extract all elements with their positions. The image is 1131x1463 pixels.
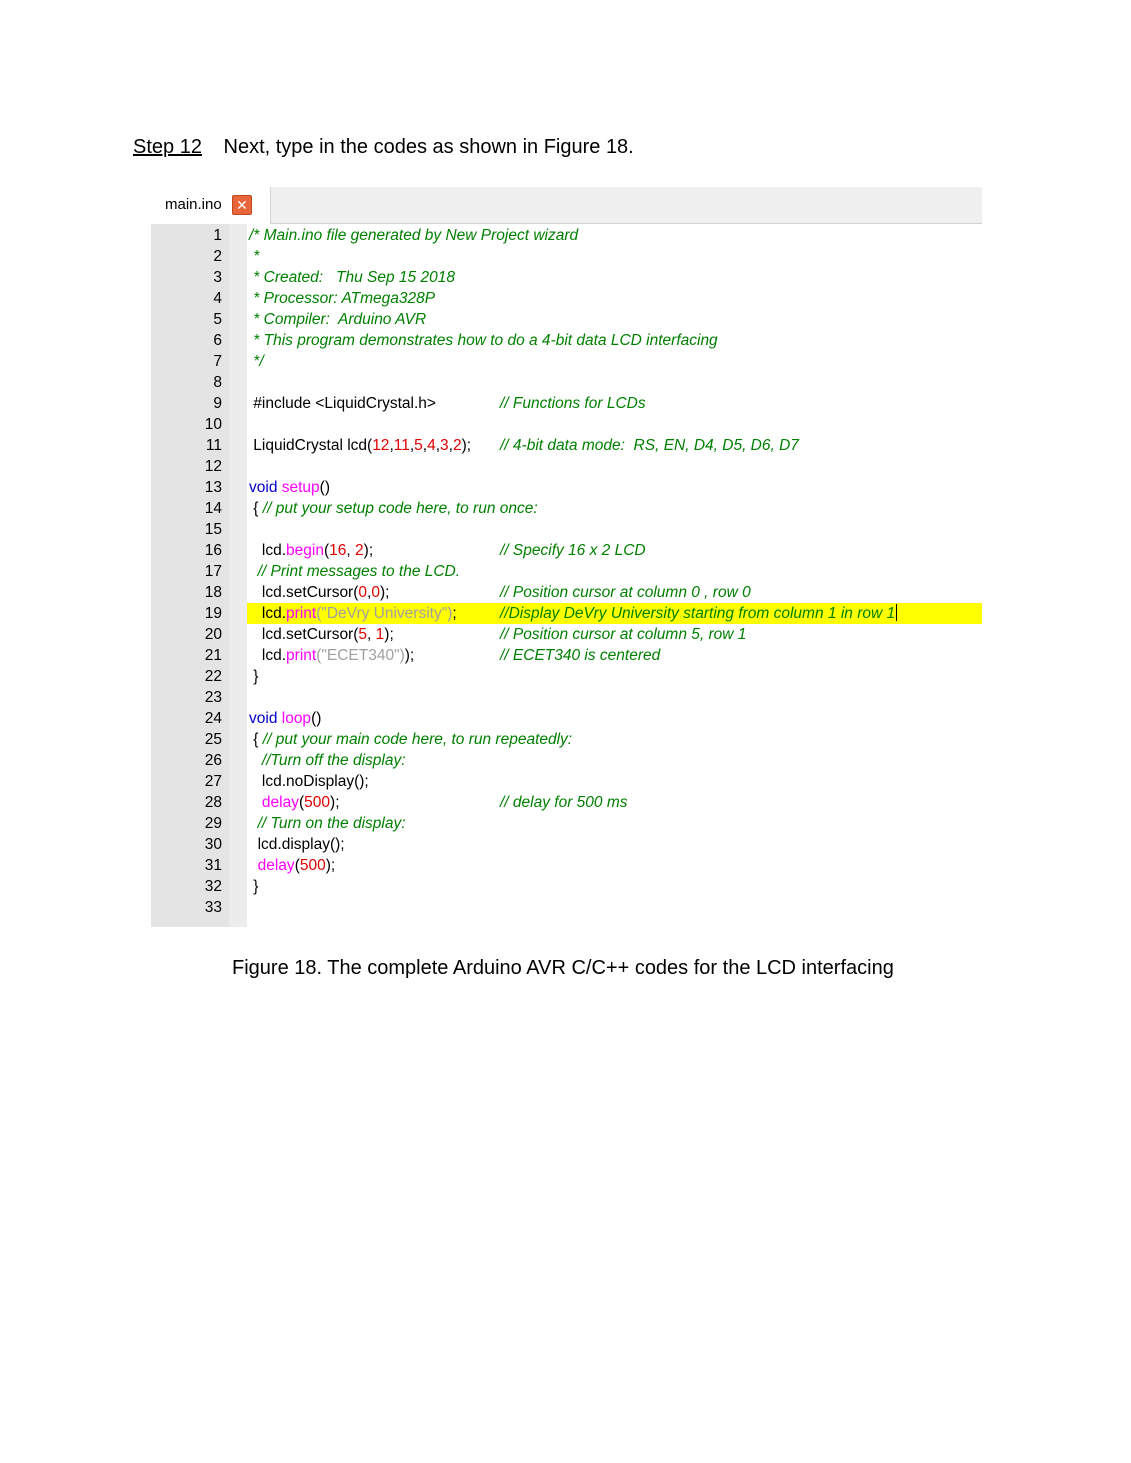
code-token: ); — [404, 647, 415, 664]
code-line[interactable] — [151, 540, 982, 561]
code-line[interactable] — [151, 792, 982, 813]
line-number: 3 — [213, 269, 222, 286]
line-number: 2 — [213, 248, 222, 265]
code-line[interactable] — [151, 435, 982, 456]
text-caret — [896, 604, 897, 621]
trailing-comment: // Position cursor at column 5, row 1 — [500, 626, 747, 643]
code-token: ( — [353, 584, 359, 601]
code-token: lcd.setCursor — [249, 584, 354, 601]
trailing-comment: // ECET340 is centered — [500, 647, 661, 664]
line-number: 32 — [204, 878, 222, 895]
code-token: lcd.setCursor — [249, 626, 354, 643]
code-text — [249, 540, 373, 561]
code-text — [249, 603, 457, 624]
code-text — [249, 267, 455, 288]
code-token — [249, 794, 262, 811]
step-heading — [133, 134, 634, 160]
line-number: 13 — [204, 479, 222, 496]
line-number: 4 — [213, 290, 222, 307]
code-token: ); — [325, 857, 336, 874]
number-literal: 5 — [414, 437, 423, 454]
code-line[interactable] — [151, 351, 982, 372]
block-comment: * — [249, 248, 260, 265]
code-text — [249, 351, 264, 372]
code-text — [249, 666, 258, 687]
code-token: lcd. — [249, 647, 287, 664]
function-name: delay — [261, 794, 299, 811]
code-token: ; — [452, 605, 457, 622]
number-literal: 0 — [358, 584, 368, 601]
code-text — [249, 498, 538, 519]
code-line[interactable] — [151, 624, 982, 645]
trailing-comment: // Functions for LCDs — [500, 395, 646, 412]
code-text — [249, 813, 406, 834]
code-token: , — [422, 437, 428, 454]
code-text — [249, 708, 321, 729]
code-line[interactable] — [151, 330, 982, 351]
code-line[interactable] — [151, 666, 982, 687]
code-token — [249, 857, 258, 874]
line-number: 14 — [204, 500, 222, 517]
function-name: begin — [286, 542, 324, 559]
code-token: lcd. — [249, 605, 287, 622]
code-line[interactable] — [151, 498, 982, 519]
trailing-comment: // 4-bit data mode: RS, EN, D4, D5, D6, D7 — [500, 437, 799, 454]
code-text — [249, 645, 414, 666]
line-number: 33 — [204, 899, 222, 916]
number-literal: 2 — [355, 542, 364, 559]
code-line[interactable] — [151, 519, 982, 540]
code-text — [249, 855, 335, 876]
code-text — [249, 309, 426, 330]
code-line[interactable] — [151, 372, 982, 393]
code-line[interactable] — [151, 288, 982, 309]
step-text: Next, type in the codes as shown in Figure 18. — [223, 136, 634, 158]
code-line[interactable] — [151, 267, 982, 288]
code-text — [249, 435, 471, 456]
code-token: { — [249, 731, 263, 748]
code-token: } — [249, 878, 259, 895]
code-line[interactable] — [151, 708, 982, 729]
code-line[interactable] — [151, 582, 982, 603]
function-name: delay — [257, 857, 295, 874]
code-token: , — [346, 542, 356, 559]
line-number: 29 — [204, 815, 222, 832]
code-line[interactable] — [151, 414, 982, 435]
function-name: setup — [281, 479, 320, 496]
code-token: #include <LiquidCrystal.h> — [249, 395, 436, 412]
code-text — [249, 729, 572, 750]
line-number: 22 — [204, 668, 222, 685]
line-number: 5 — [213, 311, 222, 328]
code-text — [249, 246, 259, 267]
line-number: 6 — [213, 332, 222, 349]
code-token: lcd.noDisplay(); — [249, 773, 369, 790]
code-token: ( — [294, 857, 300, 874]
close-icon[interactable]: ✕ — [232, 195, 252, 215]
code-token: LiquidCrystal lcd( — [249, 437, 373, 454]
line-number: 31 — [204, 857, 222, 874]
code-line[interactable] — [151, 687, 982, 708]
code-text — [249, 876, 258, 897]
code-line[interactable] — [151, 246, 982, 267]
code-text — [249, 834, 345, 855]
line-number: 15 — [204, 521, 222, 538]
keyword: void — [249, 710, 278, 727]
number-literal: 0 — [371, 584, 380, 601]
code-editor — [151, 187, 982, 927]
trailing-comment: //Display DeVry University starting from column 1 in row 1 — [500, 605, 896, 622]
figure-caption: Figure 18. The complete Arduino AVR C/C++ codes for the LCD interfacing — [232, 957, 894, 979]
block-comment: /* Main.ino file generated by New Project wizard — [249, 227, 579, 244]
string-literal: ("DeVry University") — [316, 605, 453, 622]
code-area[interactable] — [151, 225, 982, 918]
line-number: 8 — [213, 374, 222, 391]
code-token: ); — [363, 542, 374, 559]
number-literal: 3 — [440, 437, 449, 454]
code-text — [249, 330, 718, 351]
inline-comment: //Turn off the display: — [249, 752, 406, 769]
function-name: print — [286, 605, 317, 622]
code-token: ); — [384, 626, 394, 643]
code-line[interactable] — [151, 561, 982, 582]
code-line[interactable] — [151, 729, 982, 750]
inline-comment: // Print messages to the LCD. — [249, 563, 461, 580]
line-number: 10 — [204, 416, 222, 433]
code-token: ( — [298, 794, 305, 811]
line-number: 28 — [204, 794, 222, 811]
line-number: 30 — [204, 836, 222, 853]
code-token: () — [311, 710, 322, 727]
code-token: { — [249, 500, 263, 517]
line-number: 16 — [204, 542, 222, 559]
number-literal: 500 — [299, 857, 326, 874]
code-line[interactable] — [151, 855, 982, 876]
code-token: () — [319, 479, 330, 496]
inline-comment: // Turn on the display: — [249, 815, 406, 832]
number-literal: 11 — [393, 437, 410, 454]
inline-comment: // put your main code here, to run repeatedly: — [262, 731, 573, 748]
code-token: ( — [353, 626, 359, 643]
code-line[interactable] — [151, 309, 982, 330]
code-token: , — [435, 437, 441, 454]
code-token: , — [389, 437, 394, 454]
code-text — [249, 582, 389, 603]
number-literal: 16 — [329, 542, 347, 559]
code-token: , — [367, 584, 372, 601]
number-literal: 2 — [452, 437, 462, 454]
number-literal: 500 — [304, 794, 331, 811]
line-number: 17 — [204, 563, 222, 580]
trailing-comment: // Position cursor at column 0 , row 0 — [500, 584, 751, 601]
code-line[interactable] — [151, 225, 982, 246]
step-label: Step 12 — [133, 136, 202, 158]
code-text — [249, 750, 406, 771]
code-line[interactable] — [151, 813, 982, 834]
tab-main-ino[interactable] — [151, 187, 271, 224]
line-number: 18 — [204, 584, 222, 601]
code-token: ); — [330, 794, 340, 811]
trailing-comment: // Specify 16 x 2 LCD — [500, 542, 646, 559]
code-token: , — [448, 437, 453, 454]
code-token: ( — [323, 542, 330, 559]
line-number: 20 — [204, 626, 222, 643]
code-line[interactable] — [151, 393, 982, 414]
line-number: 24 — [204, 710, 222, 727]
number-literal: 12 — [372, 437, 390, 454]
code-line[interactable] — [151, 477, 982, 498]
line-number: 19 — [204, 605, 222, 622]
number-literal: 4 — [427, 437, 436, 454]
code-token: , — [409, 437, 415, 454]
line-number: 12 — [204, 458, 222, 475]
code-text — [249, 771, 369, 792]
string-literal: ("ECET340") — [316, 647, 405, 664]
line-number: 27 — [204, 773, 222, 790]
line-number: 11 — [205, 437, 222, 454]
code-line[interactable] — [151, 897, 982, 918]
keyword: void — [249, 479, 278, 496]
line-number: 21 — [204, 647, 222, 664]
code-line[interactable] — [151, 750, 982, 771]
line-number: 23 — [204, 689, 222, 706]
code-line[interactable] — [151, 876, 982, 897]
block-comment: * This program demonstrates how to do a 4-bit data LCD interfacing — [249, 332, 718, 349]
block-comment: */ — [249, 353, 264, 370]
code-text — [249, 288, 435, 309]
block-comment: * Compiler: Arduino AVR — [249, 311, 427, 328]
trailing-comment: // delay for 500 ms — [500, 794, 628, 811]
line-number: 25 — [204, 731, 222, 748]
code-token: lcd. — [249, 542, 287, 559]
code-token: } — [249, 668, 259, 685]
code-line[interactable] — [151, 603, 982, 624]
code-line[interactable] — [151, 456, 982, 477]
number-literal: 5 — [358, 626, 368, 643]
code-text — [249, 624, 394, 645]
code-line[interactable] — [151, 771, 982, 792]
block-comment: * Created: Thu Sep 15 2018 — [249, 269, 455, 286]
tab-bar — [151, 187, 982, 224]
block-comment: * Processor: ATmega328P — [249, 290, 436, 307]
code-text — [249, 393, 436, 414]
code-token: ); — [461, 437, 472, 454]
code-token: ); — [379, 584, 390, 601]
function-name: print — [286, 647, 317, 664]
line-number: 7 — [213, 353, 222, 370]
code-text — [249, 477, 330, 498]
inline-comment: // put your setup code here, to run once: — [262, 500, 538, 517]
number-literal: 1 — [375, 626, 385, 643]
code-text — [249, 792, 340, 813]
line-number: 26 — [204, 752, 222, 769]
code-text — [249, 225, 578, 246]
line-number: 1 — [213, 227, 222, 244]
code-line[interactable] — [151, 834, 982, 855]
code-token: lcd.display(); — [249, 836, 345, 853]
code-line[interactable] — [151, 645, 982, 666]
code-token: , — [367, 626, 376, 643]
tab-label: main.ino — [165, 196, 222, 213]
function-name: loop — [281, 710, 312, 727]
line-number: 9 — [213, 395, 222, 412]
code-text — [249, 561, 460, 582]
